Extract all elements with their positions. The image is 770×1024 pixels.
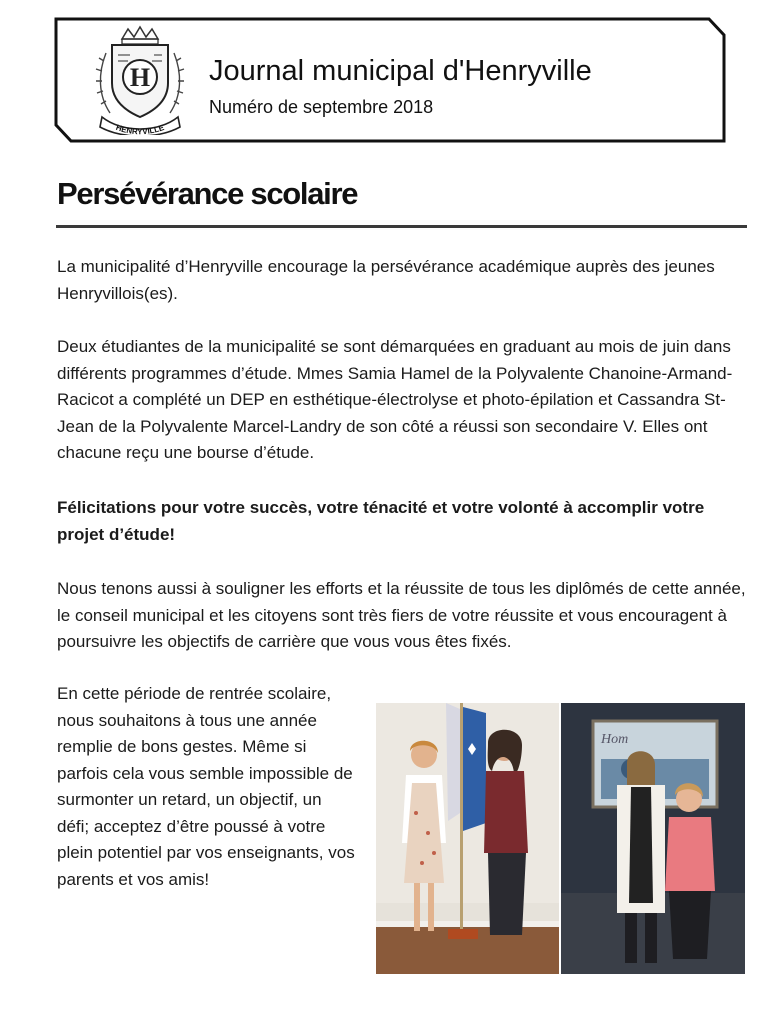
svg-text:H: H	[129, 63, 151, 92]
photo-two-women-indoors	[561, 703, 745, 974]
article-heading: Persévérance scolaire	[57, 176, 358, 211]
heading-divider	[56, 225, 747, 228]
back-to-school-paragraph: En cette période de rentrée scolaire, nous souhaitons à tous une année remplie de bons gestes. Même si parfois cela vous semble impossible de surmonter un retard, un objectif, un défi; acceptez d’être poussé à votre plein potentiel par vos enseignants, vos parents et vos amis!	[57, 684, 355, 889]
photo-two-women-with-flag	[376, 703, 559, 974]
journal-title: Journal municipal d'Henryville	[209, 55, 592, 87]
svg-text:Hom: Hom	[601, 732, 629, 747]
congratulations-paragraph: Félicitations pour votre succès, votre ténacité et votre volonté à accomplir votre projet d’étude!	[57, 498, 705, 544]
newsletter-header	[54, 17, 726, 143]
intro-paragraph: La municipalité d’Henryville encourage la persévérance académique auprès des jeunes Henryvillois(es).	[57, 257, 715, 303]
svg-text:HENRYVILLE: HENRYVILLE	[114, 122, 166, 135]
municipal-crest-icon	[92, 25, 188, 135]
recognition-paragraph: Nous tenons aussi à souligner les efforts et la réussite de tous les diplômés de cette année, le conseil municipal et les citoyens sont très fiers de votre réussite et vous encouragent à poursuivre les objectifs de carrière que vous vous êtes fixés.	[57, 579, 746, 651]
issue-date: Numéro de septembre 2018	[209, 97, 434, 117]
graduates-paragraph: Deux étudiantes de la municipalité se sont démarquées en graduant au mois de juin dans différents programmes d’étude. Mmes Samia Hamel de la Polyvalente Chanoine-Armand-Racicot a complété un DEP en esthétique-électrolyse et photo-épilation et Cassandra St-Jean de la Polyvalente Marcel-Landry de son côté a réussi son secondaire V. Elles ont chacune reçu une bourse d’étude.	[57, 337, 733, 462]
